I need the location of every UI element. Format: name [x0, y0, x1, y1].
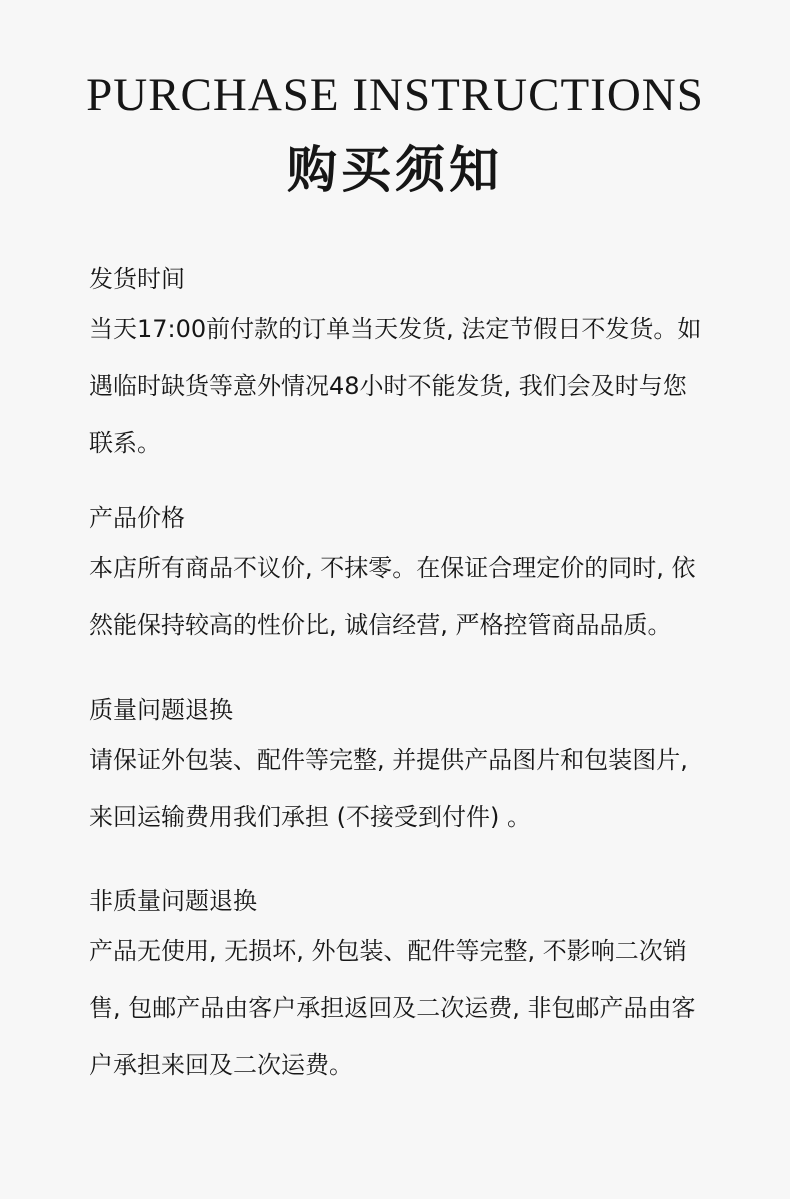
section-text-line: 售, 包邮产品由客户承担返回及二次运费, 非包邮产品由客 — [89, 994, 696, 1022]
section-product-price — [89, 503, 709, 667]
section-text-line: 然能保持较高的性价比, 诚信经营, 严格控管商品品质。 — [89, 611, 672, 639]
section-shipping-time — [89, 264, 709, 485]
section-title: 发货时间 — [89, 265, 185, 293]
page-title-chinese: 购买须知 — [287, 141, 503, 199]
section-title: 质量问题退换 — [89, 696, 233, 724]
section-title: 产品价格 — [89, 504, 185, 532]
section-text-line: 遇临时缺货等意外情况48小时不能发货, 我们会及时与您 — [89, 372, 687, 400]
section-text-line: 来回运输费用我们承担 (不接受到付件) 。 — [89, 803, 531, 831]
section-text-line: 请保证外包装、配件等完整, 并提供产品图片和包装图片, — [89, 746, 688, 774]
section-title: 非质量问题退换 — [89, 887, 257, 915]
section-non-quality-returns — [89, 886, 709, 1107]
section-text-line: 户承担来回及二次运费。 — [89, 1051, 353, 1079]
section-quality-returns — [89, 695, 709, 859]
section-text-line: 联系。 — [89, 429, 161, 457]
section-text-line: 产品无使用, 无损坏, 外包装、配件等完整, 不影响二次销 — [89, 937, 687, 965]
section-text-line: 当天17:00前付款的订单当天发货, 法定节假日不发货。如 — [89, 315, 702, 343]
section-text-line: 本店所有商品不议价, 不抹零。在保证合理定价的同时, 依 — [89, 554, 696, 582]
page-title-english: PURCHASE INSTRUCTIONS — [86, 69, 704, 121]
